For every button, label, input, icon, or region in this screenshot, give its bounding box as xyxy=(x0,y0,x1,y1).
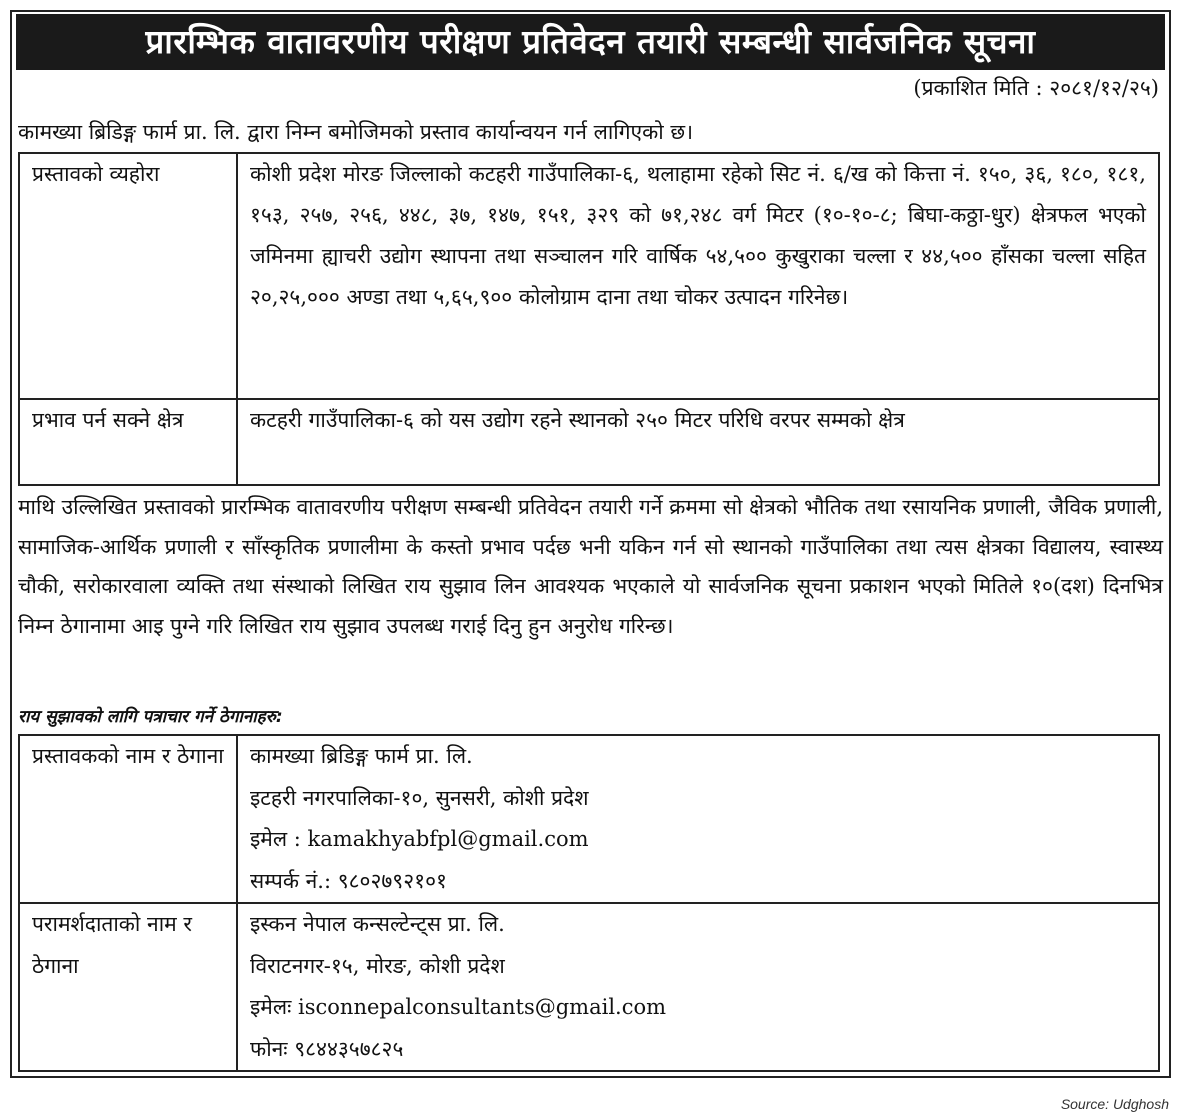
consultant-details xyxy=(237,903,1159,1071)
proposal-table xyxy=(18,152,1160,486)
proponent-email[interactable]: इमेल : kamakhyabfpl@gmail.com xyxy=(250,827,589,851)
proponent-contact: सम्पर्क नं.: ९८०२७९२१०१ xyxy=(250,868,447,893)
address-heading: राय सुझावको लागि पत्राचार गर्ने ठेगानाहरु: xyxy=(18,707,283,727)
proponent-row xyxy=(19,735,1159,903)
source-credit: Source: Udghosh xyxy=(1060,1096,1169,1112)
consultant-address: विराटनगर-१५, मोरङ, कोशी प्रदेश xyxy=(250,953,505,978)
proponent-details xyxy=(237,735,1159,903)
impact-area-row xyxy=(19,399,1159,485)
proponent-name: कामख्या ब्रिडिङ्ग फार्म प्रा. लि. xyxy=(250,744,473,768)
intro-text: कामख्या ब्रिडिङ्ग फार्म प्रा. लि. द्वारा निम्न बमोजिमको प्रस्ताव कार्यान्वयन गर्न लागिएको छ। xyxy=(18,120,694,144)
consultant-email[interactable]: इमेलः isconnepalconsultants@gmail.com xyxy=(250,995,667,1019)
consultant-label: परामर्शदाताको नाम र ठेगाना xyxy=(19,903,237,1071)
proponent-label: प्रस्तावकको नाम र ठेगाना xyxy=(19,735,237,903)
notice-title: प्रारम्भिक वातावरणीय परीक्षण प्रतिवेदन तयारी सम्बन्धी सार्वजनिक सूचना xyxy=(16,14,1165,70)
consultant-phone: फोनः ९८४४३५७८२५ xyxy=(250,1036,404,1061)
proposal-description: कोशी प्रदेश मोरङ जिल्लाको कटहरी गाउँपालिका-६, थलाहामा रहेको सिट नं. ६/ख को कित्ता नं. १५०, ३६, १८०, १८१, १५३, २५७, २५६, ४४८, ३७, १४७, १५१, ३२९ को ७१,२४८ वर्ग मिटर (१०-१०-८; बिघा-कठ्ठा-धुर) क्षेत्रफल भएको जमिनमा ह्याचरी उद्योग स्थापना तथा सञ्चालन गरि वार्षिक ५४,५०० कुखुराका चल्ला र ४४,५०० हाँसका चल्ला सहित २०,२५,००० अण्डा तथा ५,६५,९०० कोलोग्राम दाना तथा चोकर उत्पादन गरिनेछ। xyxy=(237,153,1159,399)
proposal-row xyxy=(19,153,1159,399)
body-paragraph: माथि उल्लिखित प्रस्तावको प्रारम्भिक वातावरणीय परीक्षण सम्बन्धी प्रतिवेदन तयारी गर्ने क्रममा सो क्षेत्रको भौतिक तथा रसायनिक प्रणाली, जैविक प्रणाली, सामाजिक-आर्थिक प्रणाली र साँस्कृतिक प्रणालीमा के कस्तो प्रभाव पर्दछ भनी यकिन गर्न सो स्थानको गाउँपालिका तथा त्यस क्षेत्रका विद्यालय, स्वास्थ्य चौकी, सरोकारवाला व्यक्ति तथा संस्थाको लिखित राय सुझाव लिन आवश्यक भएकाले यो सार्वजनिक सूचना प्रकाशन भएको मितिले १०(दश) दिनभित्र निम्न ठेगानामा आइ पुग्ने गरि लिखित राय सुझाव उपलब्ध गराई दिनु हुन अनुरोध गरिन्छ। xyxy=(18,495,1163,638)
proposal-label: प्रस्तावको व्यहोरा xyxy=(19,153,237,399)
impact-area-description: कटहरी गाउँपालिका-६ को यस उद्योग रहने स्थानको २५० मिटर परिधि वरपर सम्मको क्षेत्र xyxy=(237,399,1159,485)
proponent-address: इटहरी नगरपालिका-१०, सुनसरी, कोशी प्रदेश xyxy=(250,785,589,810)
impact-area-label: प्रभाव पर्न सक्ने क्षेत्र xyxy=(19,399,237,485)
published-date: (प्रकाशित मिति : २०८१/१२/२५) xyxy=(913,76,1159,100)
consultant-name: इस्कन नेपाल कन्सल्टेन्ट्स प्रा. लि. xyxy=(250,912,505,936)
consultant-row xyxy=(19,903,1159,1071)
address-table xyxy=(18,734,1160,1072)
